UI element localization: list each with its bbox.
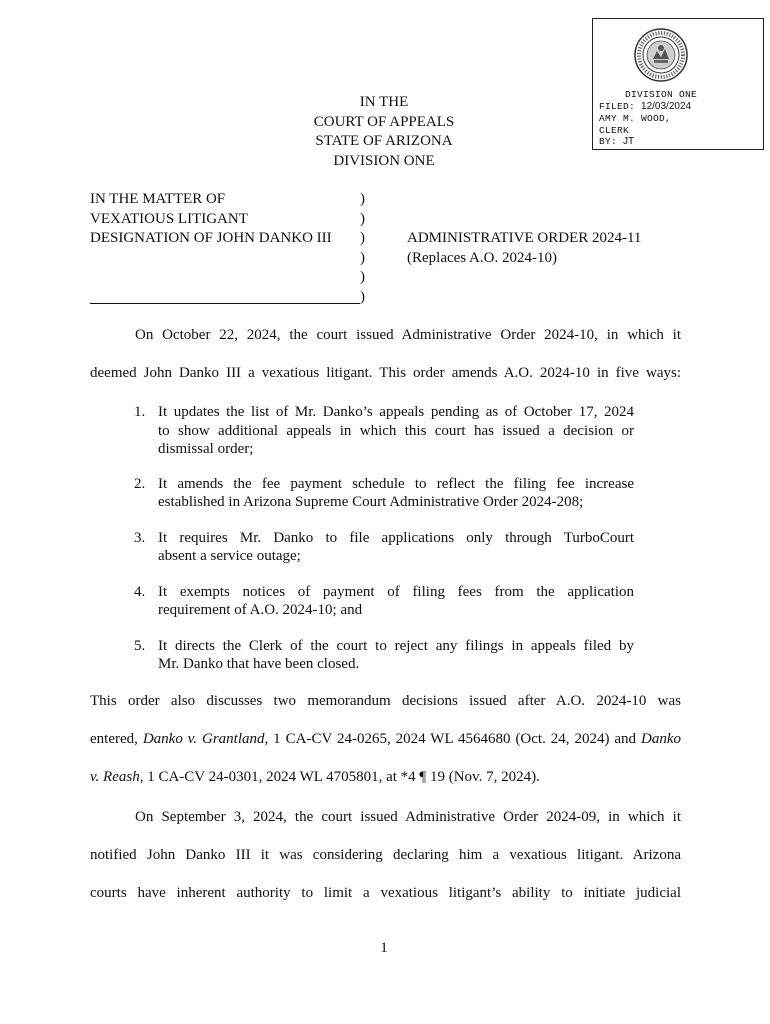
order-title: ADMINISTRATIVE ORDER 2024-11 bbox=[407, 230, 642, 246]
stamp-by-initials: JT bbox=[623, 136, 635, 147]
memo-paragraph bbox=[90, 692, 681, 787]
list-item bbox=[134, 637, 634, 674]
memo-line-2 bbox=[90, 730, 681, 749]
case-citation: Danko bbox=[641, 731, 681, 747]
filing-stamp bbox=[592, 18, 764, 150]
stamp-clerk-name: AMY M. WOOD, bbox=[599, 113, 672, 124]
stamp-by bbox=[599, 136, 634, 147]
paren: ) bbox=[360, 269, 365, 285]
page-number: 1 bbox=[380, 940, 388, 956]
paren: ) bbox=[360, 191, 365, 207]
stamp-filed-date: 12/03/2024 bbox=[641, 101, 692, 112]
stamp-division: DIVISION ONE bbox=[625, 89, 698, 100]
list-item bbox=[134, 403, 634, 459]
list-line: requirement of A.O. 2024-10; and bbox=[158, 602, 363, 618]
sept-line-1: On September 3, 2024, the court issued Administrative Order 2024-09, in which it bbox=[135, 809, 681, 825]
stamp-by-label: BY: bbox=[599, 136, 618, 147]
list-item bbox=[134, 529, 634, 566]
intro-line-1: On October 22, 2024, the court issued Administrative Order 2024-10, in which it bbox=[135, 327, 681, 343]
list-line: absent a service outage; bbox=[158, 548, 301, 564]
intro-line-2: deemed John Danko III a vexatious litigant. This order amends A.O. 2024-10 in five ways: bbox=[90, 365, 681, 381]
sept-line-2: notified John Danko III it was considering declaring him a vexatious litigant. Arizona bbox=[90, 847, 681, 863]
order-title-block bbox=[407, 229, 641, 268]
list-line: established in Arizona Supreme Court Administrative Order 2024-208; bbox=[158, 494, 584, 510]
paren: ) bbox=[360, 288, 365, 305]
memo-text: , 1 CA-CV 24-0265, 2024 WL 4564680 (Oct. 24, 2024) and bbox=[264, 731, 641, 747]
list-item bbox=[134, 583, 634, 620]
amendments-list bbox=[134, 403, 634, 674]
list-number: 3. bbox=[134, 529, 146, 546]
list-line: Mr. Danko that have been closed. bbox=[158, 656, 360, 672]
caption-line-3: DESIGNATION OF JOHN DANKO III bbox=[90, 230, 332, 246]
paren: ) bbox=[360, 210, 365, 227]
memo-line-3 bbox=[90, 768, 681, 787]
paren: ) bbox=[360, 249, 365, 266]
stamp-filed-label: FILED: bbox=[599, 101, 636, 112]
list-number: 5. bbox=[134, 637, 146, 654]
list-line: It requires Mr. Danko to file applications only through TurboCourt bbox=[158, 529, 634, 546]
list-line: It updates the list of Mr. Danko’s appeals pending as of October 17, 2024 bbox=[158, 404, 634, 420]
case-caption bbox=[90, 190, 370, 249]
memo-line-1: This order also discusses two memorandum decisions issued after A.O. 2024-10 was bbox=[90, 693, 681, 709]
paren: ) bbox=[360, 230, 365, 246]
list-line: dismissal order; bbox=[158, 441, 254, 457]
caption-parens bbox=[360, 190, 365, 307]
stamp-clerk-title: CLERK bbox=[599, 125, 630, 136]
list-line: It amends the fee payment schedule to reflect the filing fee increase bbox=[158, 475, 634, 492]
caption-rule bbox=[90, 303, 360, 304]
heading-line-4: DIVISION ONE bbox=[333, 152, 435, 169]
caption-line-2: VEXATIOUS LITIGANT bbox=[90, 210, 248, 227]
heading-line-3: STATE OF ARIZONA bbox=[315, 133, 453, 149]
list-line: It directs the Clerk of the court to reject any filings in appeals filed by bbox=[158, 637, 634, 654]
sept-line-3: courts have inherent authority to limit a vexatious litigant’s ability to initiate judicial bbox=[90, 885, 681, 901]
intro-paragraph bbox=[90, 326, 681, 383]
court-seal-icon bbox=[633, 27, 689, 83]
order-subtitle: (Replaces A.O. 2024-10) bbox=[407, 249, 557, 266]
list-line: to show additional appeals in which this court has issued a decision or bbox=[158, 422, 634, 439]
memo-text: , 1 CA-CV 24-0301, 2024 WL 4705801, at *4 ¶ 19 (Nov. 7, 2024). bbox=[139, 769, 540, 785]
caption-line-1: IN THE MATTER OF bbox=[90, 191, 226, 207]
list-number: 4. bbox=[134, 583, 146, 600]
case-citation: v. Reash bbox=[90, 769, 140, 785]
list-line: It exempts notices of payment of filing fees from the application bbox=[158, 583, 634, 600]
september-paragraph bbox=[90, 808, 681, 903]
stamp-filed bbox=[599, 101, 691, 112]
memo-text: entered, bbox=[90, 731, 143, 747]
list-number: 1. bbox=[134, 404, 146, 420]
case-citation: Danko v. Grantland bbox=[142, 731, 265, 747]
list-item bbox=[134, 475, 634, 512]
list-number: 2. bbox=[134, 475, 146, 492]
court-heading bbox=[234, 93, 534, 171]
heading-line-1: IN THE bbox=[359, 94, 409, 110]
heading-line-2: COURT OF APPEALS bbox=[313, 113, 455, 130]
